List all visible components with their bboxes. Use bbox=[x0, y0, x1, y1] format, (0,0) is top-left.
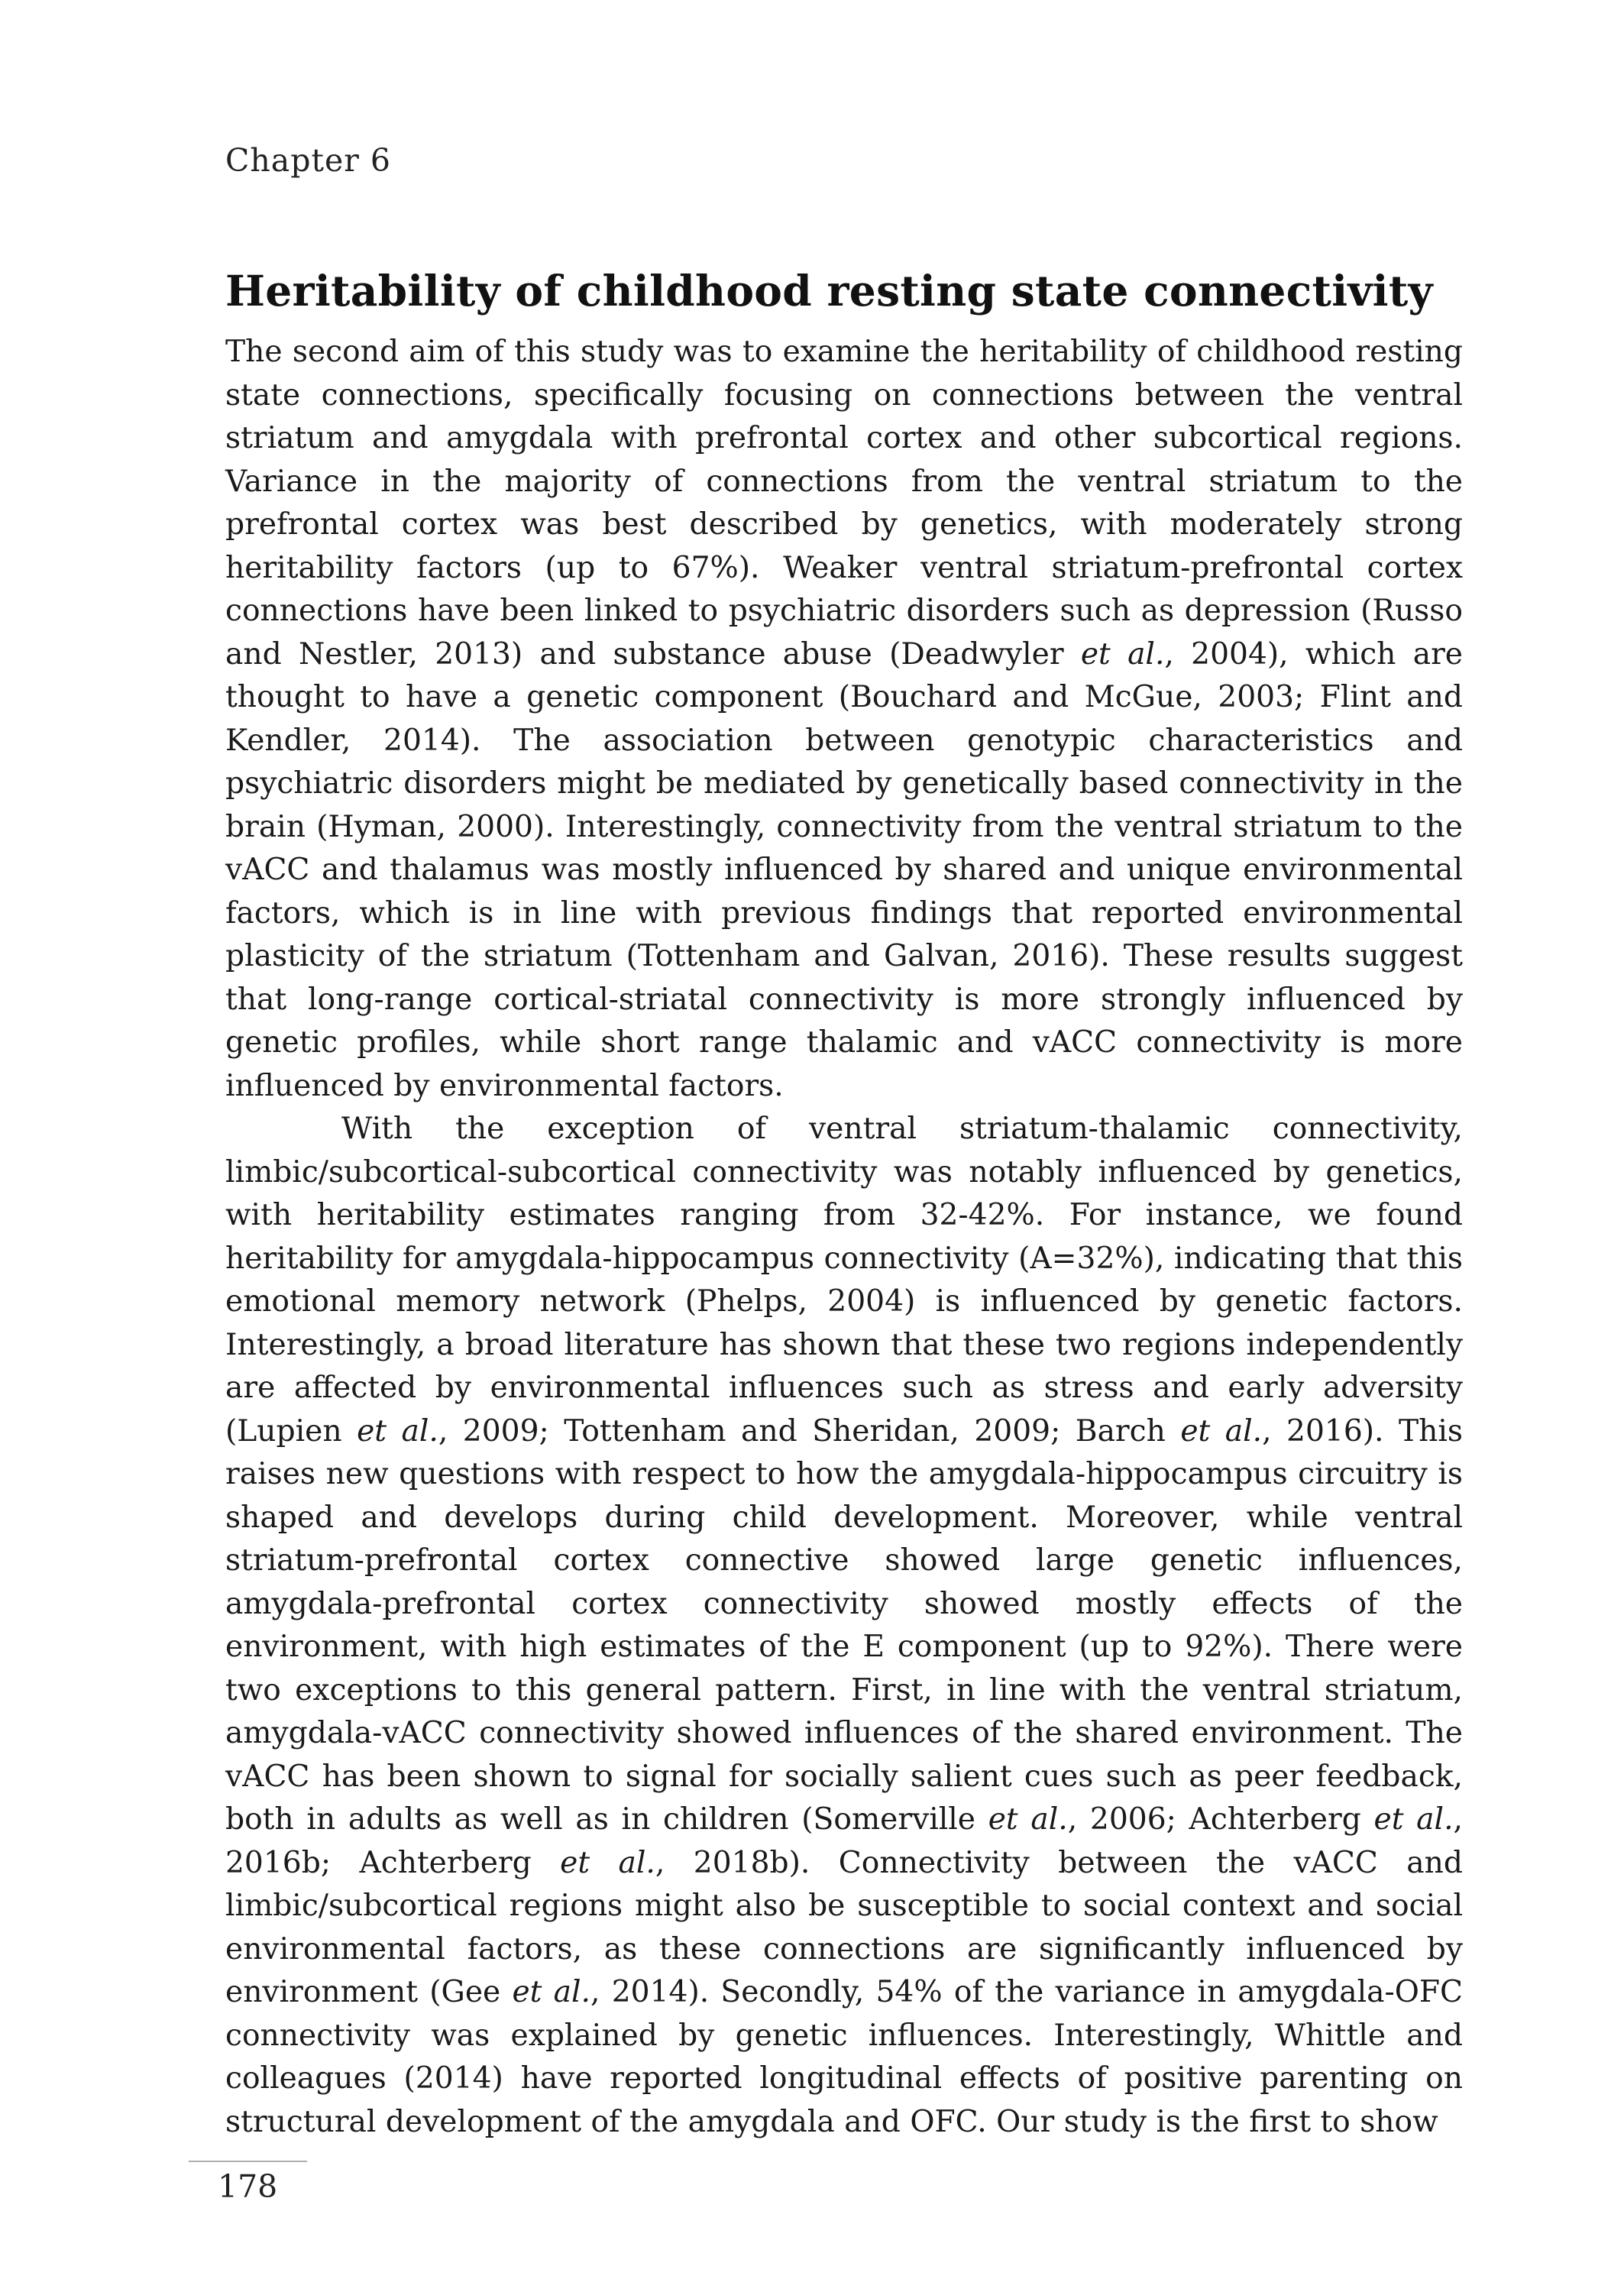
citation-etal: et al. bbox=[357, 1413, 438, 1449]
text-run: , 2009; Tottenham and Sheridan, 2009; Barch bbox=[438, 1413, 1181, 1449]
body-text bbox=[225, 331, 1463, 2144]
citation-etal: et al. bbox=[1180, 1413, 1263, 1449]
citation-etal: et al. bbox=[988, 1802, 1068, 1837]
text-run: With the exception of ventral striatum-thalamic connectivity, limbic/subcortical-subcortical connectivity was notably influenced by genetics, with heritability estimates ranging from 32-42%. For instance, we found heritability for amygdala-hippocampus connectivity (A=32%), indicating that this emotional memory network (Phelps, 2004) is influenced by genetic factors. Interestingly, a broad literature has shown that these two regions independently are affected by environmental influences such as stress and early adversity (Lupien bbox=[225, 1112, 1463, 1449]
text-run: , 2006; Achterberg bbox=[1067, 1802, 1374, 1837]
text-run: , 2004), which are thought to have a genetic component (Bouchard and McGue, 2003; Flint and Kendler, 2014). The association between genotypic characteristics and psychiatric disorders might be mediated by genetically based connectivity in the brain (Hyman, 2000). Interestingly, connectivity from the ventral striatum to the vACC and thalamus was mostly influenced by shared and unique environmental factors, which is in line with previous findings that reported environmental plasticity of the striatum (Tottenham and Galvan, 2016). These results suggest that long-range cortical-striatal connectivity is more strongly influenced by genetic profiles, while short range thalamic and vACC connectivity is more influenced by environmental factors. bbox=[225, 636, 1463, 1103]
text-run: , 2016). This raises new questions with respect to how the amygdala-hippocampus circuitry is shaped and develops during child development. Moreover, while ventral striatum-prefrontal cortex connective showed large genetic influences, amygdala-prefrontal cortex connectivity showed mostly effects of the environment, with high estimates of the E component (up to 92%). There were two exceptions to this general pattern. First, in line with the ventral striatum, amygdala-vACC connectivity showed influences of the shared environment. The vACC has been shown to signal for socially salient cues such as peer feedback, both in adults as well as in children (Somerville bbox=[225, 1413, 1464, 1837]
paragraph-2 bbox=[225, 1108, 1463, 2144]
running-header: Chapter 6 bbox=[225, 142, 391, 179]
section-heading: Heritability of childhood resting state connectivity bbox=[225, 266, 1433, 316]
citation-etal: et al. bbox=[1080, 636, 1165, 672]
text-run: The second aim of this study was to examine the heritability of childhood resting state connections, specifically focusing on connections between the ventral striatum and amygdala with prefrontal cortex and other subcortical regions. Variance in the majority of connections from the ventral striatum to the prefrontal cortex was best described by genetics, with moderately strong heritability factors (up to 67%). Weaker ventral striatum-prefrontal cortex connections have been linked to psychiatric disorders such as depression (Russo and Nestler, 2013) and substance abuse (Deadwyler bbox=[225, 335, 1463, 672]
text-run: , 2014). Secondly, 54% of the variance in amygdala-OFC connectivity was explained by genetic influences. Interestingly, Whittle and colleagues (2014) have reported longitudinal effects of positive parenting on structural development of the amygdala and OFC. Our study is the first to show bbox=[225, 1975, 1464, 2139]
citation-etal: et al. bbox=[1373, 1802, 1454, 1837]
text-run: , 2016b; Achterberg bbox=[225, 1802, 1464, 1880]
citation-etal: et al. bbox=[512, 1975, 591, 2009]
text-run: , 2018b). Connectivity between the vACC and limbic/subcortical regions might also be susceptible to social context and social environmental factors, as these connections are significantly influenced by environment (Gee bbox=[225, 1845, 1463, 2009]
citation-etal: et al. bbox=[560, 1845, 655, 1880]
footer-rule bbox=[189, 2161, 307, 2162]
page-number: 178 bbox=[218, 2168, 278, 2205]
paragraph-1 bbox=[225, 331, 1463, 1108]
